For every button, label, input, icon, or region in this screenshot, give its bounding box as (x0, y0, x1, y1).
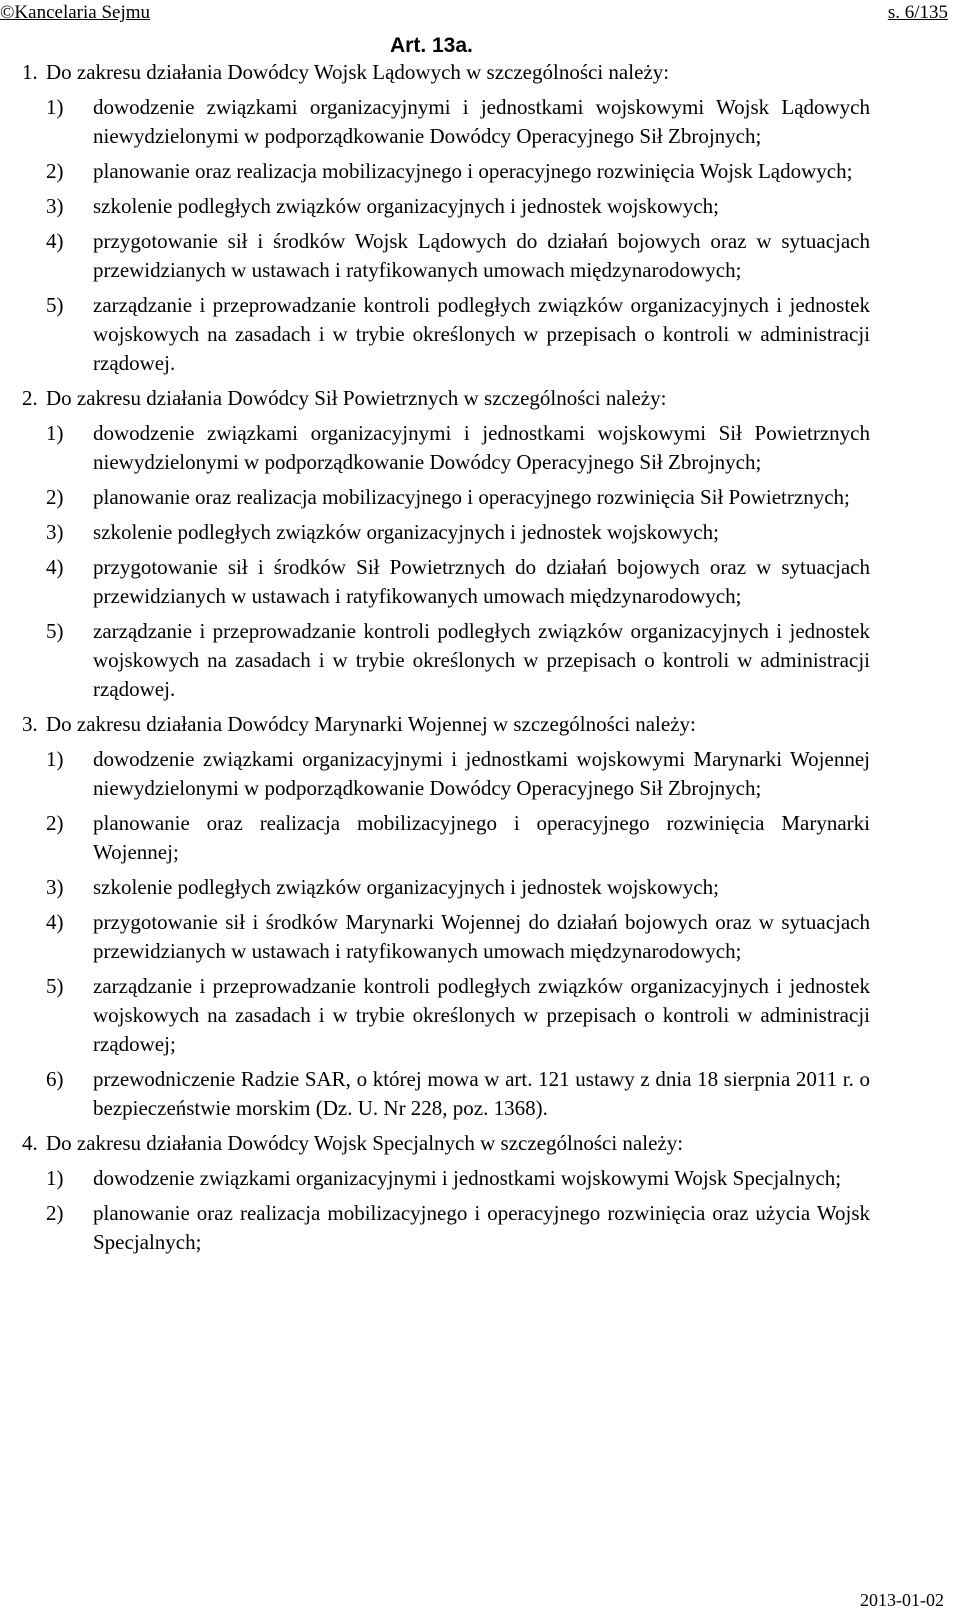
list-item (46, 972, 870, 1059)
list-item (46, 809, 870, 867)
list-item-number: 4) (46, 229, 64, 253)
list-item (46, 518, 870, 547)
list-item-text: dowodzenie związkami organizacyjnymi i jednostkami wojskowymi Marynarki Wojennej niewydzielonymi w podporządkowanie Dowódcy Operacyjnego Sił Zbrojnych; (93, 747, 870, 800)
list-item-number: 6) (46, 1067, 64, 1091)
list-item-text: przygotowanie sił i środków Wojsk Lądowych do działań bojowych oraz w sytuacjach przewidzianych w ustawach i ratyfikowanych umowach międzynarodowych; (93, 229, 870, 282)
section (0, 384, 960, 704)
section-text: Do zakresu działania Dowódcy Wojsk Lądowych w szczególności należy: (46, 60, 670, 84)
list-item (46, 483, 870, 512)
list-item-text: dowodzenie związkami organizacyjnymi i jednostkami wojskowymi Wojsk Specjalnych; (93, 1166, 842, 1190)
list-item-number: 4) (46, 910, 64, 934)
list-item (46, 192, 870, 221)
list-item-number: 5) (46, 974, 64, 998)
section (0, 1129, 960, 1257)
section-number: 2. (22, 386, 38, 410)
copyright-link[interactable]: ©Kancelaria Sejmu (0, 2, 151, 23)
list-item-number: 5) (46, 619, 64, 643)
section-number: 4. (22, 1131, 38, 1155)
list-item (46, 873, 870, 902)
list-item-text: dowodzenie związkami organizacyjnymi i jednostkami wojskowymi Sił Powietrznych niewydzielonymi w podporządkowanie Dowódcy Operacyjnego Sił Zbrojnych; (93, 421, 870, 474)
list-item-text: zarządzanie i przeprowadzanie kontroli podległych związków organizacyjnych i jednostek wojskowych na zasadach i w trybie określonych w przepisach o kontroli w administracji rządowej; (93, 974, 870, 1056)
list-item-text: szkolenie podległych związków organizacyjnych i jednostek wojskowych; (93, 520, 719, 544)
list-item (46, 1164, 870, 1193)
document-body (0, 58, 960, 1257)
section-heading (22, 58, 960, 87)
list-item-number: 2) (46, 1201, 64, 1225)
list-item (46, 908, 870, 966)
list-item (46, 617, 870, 704)
article-title: Art. 13a. (390, 34, 473, 57)
list-item-number: 1) (46, 421, 64, 445)
list-item-text: szkolenie podległych związków organizacyjnych i jednostek wojskowych; (93, 194, 719, 218)
section-number: 1. (22, 60, 38, 84)
header-page-number (888, 0, 948, 26)
header-copyright (0, 0, 150, 26)
list-item-text: planowanie oraz realizacja mobilizacyjnego i operacyjnego rozwinięcia Wojsk Lądowych; (93, 159, 853, 183)
list-item-number: 2) (46, 811, 64, 835)
list-item (46, 1199, 870, 1257)
footer-date: 2013-01-02 (860, 1590, 944, 1610)
section-text: Do zakresu działania Dowódcy Sił Powietrznych w szczególności należy: (46, 386, 667, 410)
list-item-number: 3) (46, 520, 64, 544)
section-number: 3. (22, 712, 38, 736)
list-item (46, 1065, 870, 1123)
list-item-text: planowanie oraz realizacja mobilizacyjnego i operacyjnego rozwinięcia Sił Powietrznych; (93, 485, 850, 509)
list-item-number: 3) (46, 875, 64, 899)
list-item-text: szkolenie podległych związków organizacyjnych i jednostek wojskowych; (93, 875, 719, 899)
list-item-text: dowodzenie związkami organizacyjnymi i jednostkami wojskowymi Wojsk Lądowych niewydzielonymi w podporządkowanie Dowódcy Operacyjnego Sił Zbrojnych; (93, 95, 870, 148)
list-item (46, 227, 870, 285)
list-item-text: przygotowanie sił i środków Sił Powietrznych do działań bojowych oraz w sytuacjach przewidzianych w ustawach i ratyfikowanych umowach międzynarodowych; (93, 555, 870, 608)
section-text: Do zakresu działania Dowódcy Wojsk Specjalnych w szczególności należy: (46, 1131, 684, 1155)
section (0, 710, 960, 1123)
list-item-number: 3) (46, 194, 64, 218)
list-item-text: przewodniczenie Radzie SAR, o której mowa w art. 121 ustawy z dnia 18 sierpnia 2011 r. o bezpieczeństwie morskim (Dz. U. Nr 228, poz. 1368). (93, 1067, 870, 1120)
section-text: Do zakresu działania Dowódcy Marynarki Wojennej w szczególności należy: (46, 712, 696, 736)
page-number-link[interactable]: s. 6/135 (887, 2, 948, 23)
list-item (46, 553, 870, 611)
list-item-number: 2) (46, 159, 64, 183)
section-heading (22, 384, 960, 413)
section-heading (22, 710, 960, 739)
section-heading (22, 1129, 960, 1158)
list-item (46, 745, 870, 803)
list-item-number: 1) (46, 1166, 64, 1190)
list-item-text: zarządzanie i przeprowadzanie kontroli podległych związków organizacyjnych i jednostek wojskowych na zasadach i w trybie określonych w przepisach o kontroli w administracji rządowej. (93, 293, 870, 375)
list-item-text: planowanie oraz realizacja mobilizacyjnego i operacyjnego rozwinięcia Marynarki Wojennej; (93, 811, 870, 864)
list-item-number: 5) (46, 293, 64, 317)
list-item (46, 157, 870, 186)
list-item-number: 1) (46, 95, 64, 119)
list-item-number: 4) (46, 555, 64, 579)
list-item-number: 1) (46, 747, 64, 771)
list-item (46, 419, 870, 477)
list-item-number: 2) (46, 485, 64, 509)
list-item (46, 93, 870, 151)
list-item (46, 291, 870, 378)
list-item-text: przygotowanie sił i środków Marynarki Wojennej do działań bojowych oraz w sytuacjach przewidzianych w ustawach i ratyfikowanych umowach międzynarodowych; (93, 910, 870, 963)
section (0, 58, 960, 378)
list-item-text: planowanie oraz realizacja mobilizacyjnego i operacyjnego rozwinięcia oraz użycia Wojsk Specjalnych; (93, 1201, 870, 1254)
list-item-text: zarządzanie i przeprowadzanie kontroli podległych związków organizacyjnych i jednostek wojskowych na zasadach i w trybie określonych w przepisach o kontroli w administracji rządowej. (93, 619, 870, 701)
